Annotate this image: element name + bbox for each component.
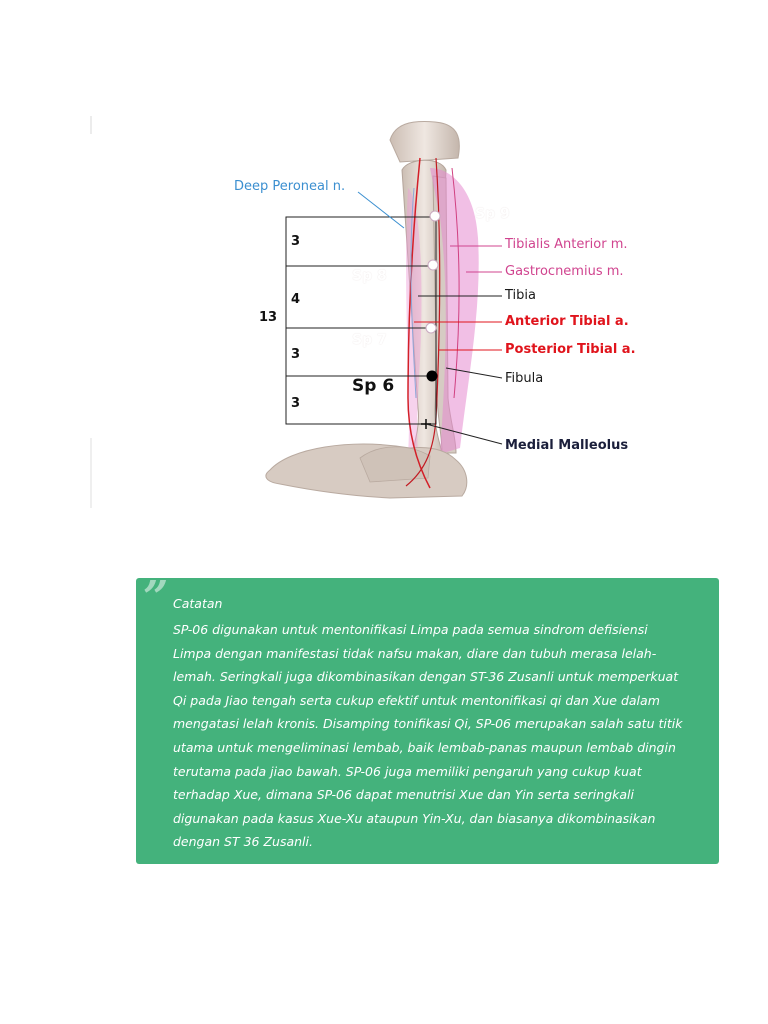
gastrocnemius-label: Gastrocnemius m. (505, 264, 624, 279)
note-title: Catatan (173, 596, 223, 611)
anterior-tibial-label: Anterior Tibial a. (505, 314, 629, 329)
tibia-label: Tibia (505, 288, 536, 303)
sp7-point (426, 323, 436, 333)
posterior-tibial-label: Posterior Tibial a. (505, 342, 636, 357)
sp6-label: Sp 6 (352, 376, 395, 396)
quote-icon: ” (143, 572, 169, 623)
sp8-label: Sp 8 (352, 268, 387, 284)
fibula-label: Fibula (505, 371, 544, 386)
segment-4-measure: 3 (291, 396, 301, 411)
sp7-label: Sp 7 (352, 332, 387, 348)
knee-bone (390, 122, 459, 162)
segment-1-measure: 3 (291, 234, 301, 249)
sp9-point (430, 211, 440, 221)
segment-2-measure: 4 (291, 292, 301, 307)
leg-anatomy-figure (90, 98, 674, 508)
sp6-point (427, 371, 438, 382)
deep-peroneal-label: Deep Peroneal n. (234, 179, 346, 194)
tibialis-anterior-label: Tibialis Anterior m. (505, 237, 628, 252)
sp8-point (428, 260, 438, 270)
total-measure: 13 (259, 310, 278, 325)
note-box (136, 572, 719, 864)
medial-malleolus-label: Medial Malleolus (505, 438, 629, 453)
note-body: SP-06 digunakan untuk mentonifikasi Limpa pada semua sindrom defisiensi Limpa dengan manifestasi tidak nafsu makan, diare dan tubuh merasa lelah-lemah. Seringkali juga dikombinasikan dengan ST-36 Zusanli untuk memperkuat Qi pada Jiao tengah serta cukup efektif untuk mentonifikasi qi dan Xue dalam mengatasi lelah kronis. Disamping tonifikasi Qi, SP-06 merupakan salah satu titik utama untuk mengeliminasi lembab, baik lembab-panas maupun lembab dingin terutama pada jiao bawah. SP-06 juga memiliki pengaruh yang cukup kuat terhadap Xue, dimana SP-06 dapat menutrisi Xue dan Yin serta seringkali digunakan pada kasus Xue-Xu ataupun Yin-Xu, dan biasanya dikombinasikan dengan ST 36 Zusanli. (173, 622, 683, 850)
segment-3-measure: 3 (291, 347, 301, 362)
sp9-label: Sp 9 (475, 206, 510, 222)
